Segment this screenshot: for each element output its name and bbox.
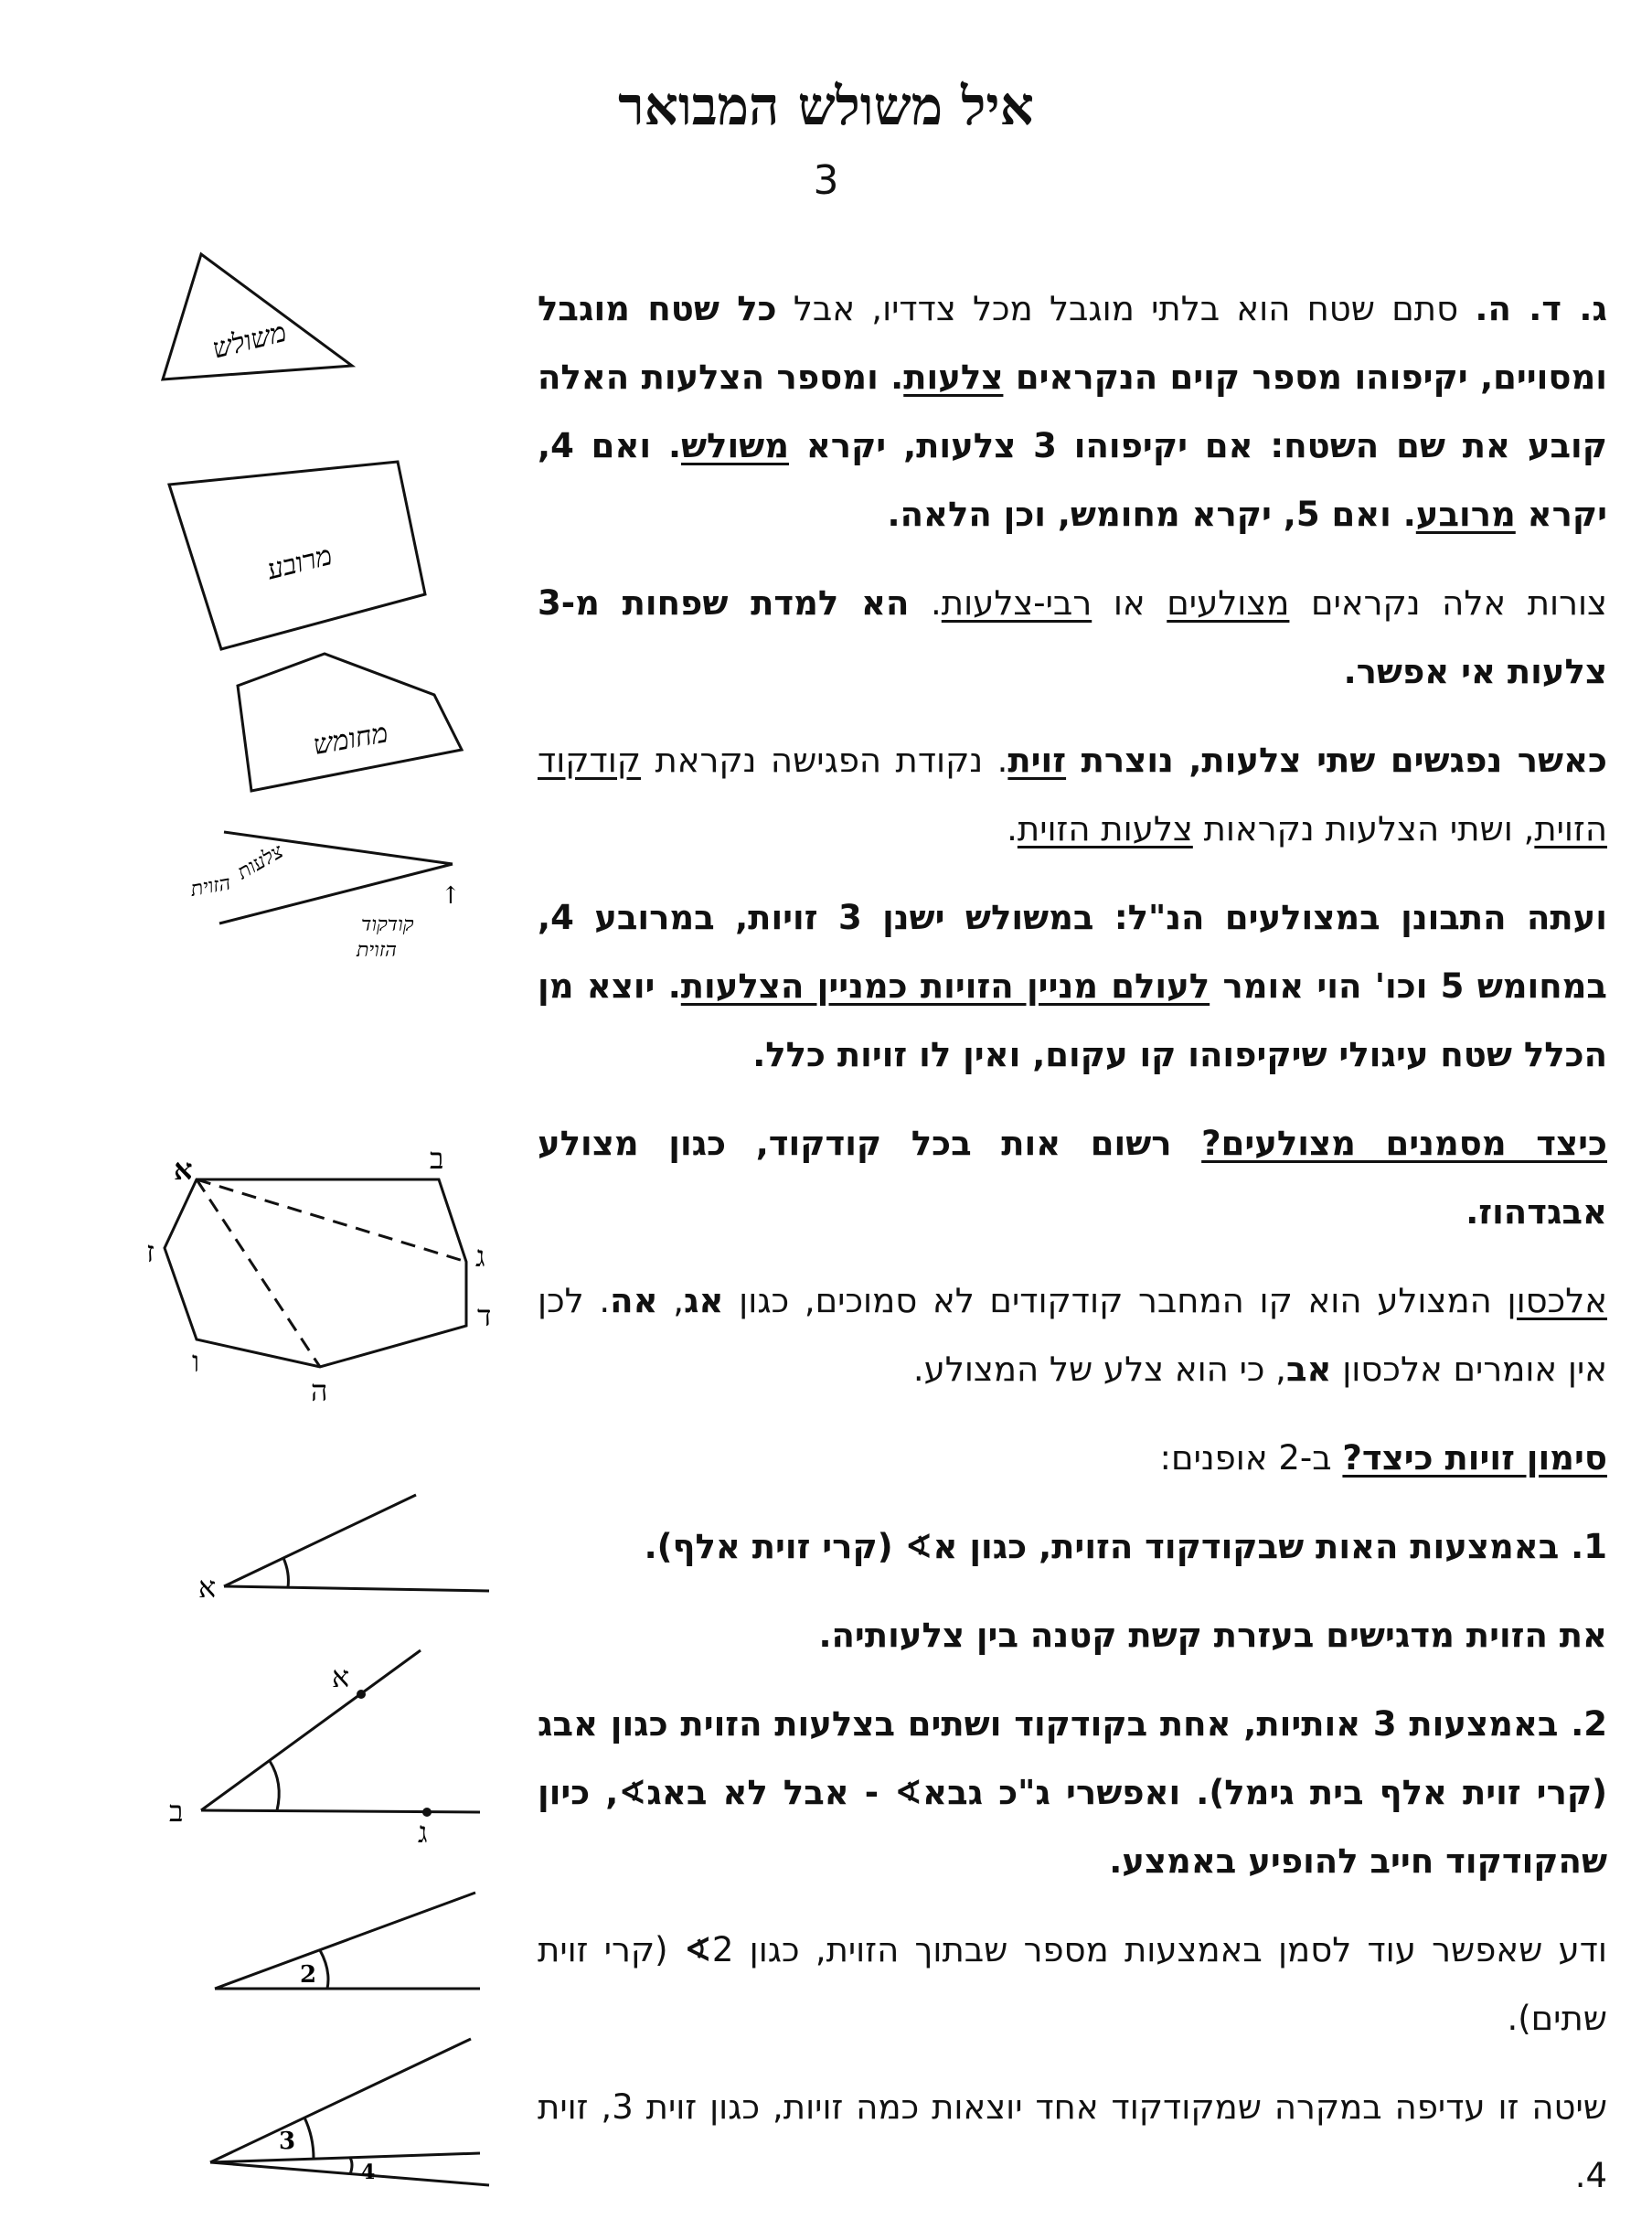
pentagon-shape xyxy=(238,654,462,791)
angle-n34-shared-side xyxy=(210,2153,480,2162)
paragraph-marking-polygons: כיצד מסמנים מצולעים? רשום אות בכל קודקוד, כגון מצולע אבגדהוז. xyxy=(538,1124,1607,1232)
sides-label-line2: הזוית xyxy=(188,871,233,902)
page-number: 3 xyxy=(813,157,839,204)
angle2-letter-a: א xyxy=(332,1659,350,1694)
question-marking-angles: סימון זויות כיצד? xyxy=(1342,1438,1607,1478)
angle-number-2: 2 xyxy=(300,1961,317,1989)
paragraph-angle-definition: כאשר נפגשים שתי צלעות, נוצרת זוית. נקודת הפגישה נקראת קודקוד הזוית, ושתי הצלעות נקראות צלעות הזוית. xyxy=(538,741,1607,848)
angle-number-4: 4 xyxy=(361,2161,376,2184)
angle1-vertex-letter: א xyxy=(198,1570,217,1605)
arrow-icon: ↑ xyxy=(441,882,461,910)
vertex-label-line1: קודקוד xyxy=(361,913,414,936)
angle2-letter-b: ב xyxy=(169,1794,184,1829)
vertex-letter-b: ב xyxy=(430,1141,444,1176)
term-polygons: מצולעים xyxy=(1167,583,1290,623)
term-sides: צלעות xyxy=(903,357,1004,397)
angle-symbol: ∢ xyxy=(618,1773,647,1812)
angle-n2-side-upper xyxy=(215,1893,475,1989)
angle-n4-arc xyxy=(350,2158,352,2174)
angle-symbol: ∢ xyxy=(894,1773,923,1812)
figure-triangle xyxy=(155,247,366,393)
figure-heptagon xyxy=(146,1143,512,1417)
term-angle: זוית xyxy=(1007,741,1067,780)
angle1-arc xyxy=(283,1558,288,1587)
paragraph-polygons-intro: ג. ד. ה. סתם שטח הוא בלתי מוגבל מכל צדדיו, אבל כל שטח מוגבל ומסויים, יקיפוהו מספר קוים הנקראים צלעות. ומספר הצלעות האלה קובע את שם השטח: אם יקיפוהו 3 צלעות, יקרא משולש. ואם 4, יקרא מרובע. ואם 5, יקרא מחומש, וכן הלאה. xyxy=(538,289,1607,534)
angle2-letter-g: ג xyxy=(418,1815,428,1850)
rule-angles-equal-sides: לעולם מניין הזויות כמניין הצלעות xyxy=(680,966,1210,1006)
vertex-letter-g: ג xyxy=(475,1239,485,1274)
angle1-side-upper xyxy=(224,1495,416,1586)
vertex-letter-h: ה xyxy=(311,1373,328,1408)
angle2-point-a xyxy=(357,1690,366,1699)
term-triangle: משולש xyxy=(681,426,789,465)
sides-label-line1: צלעות xyxy=(233,839,288,885)
figure-angles-3-4 xyxy=(206,2034,498,2199)
paragraph-polygon-names: צורות אלה נקראים מצולעים או רבי-צלעות. הא למדת שפחות מ-3 צלעות אי אפשר. xyxy=(538,583,1608,691)
angle1-side-lower xyxy=(224,1586,489,1591)
paragraph-method-preference: שיטה זו עדיפה במקרה שמקודקוד אחד יוצאות כמה זויות, כגון זוית 3, זוית 4. xyxy=(538,2087,1607,2195)
figure-angle-1 xyxy=(197,1486,498,1609)
section-marker: ג. ד. ה. xyxy=(1475,289,1607,328)
angle-n3-side-upper xyxy=(210,2039,471,2162)
paragraph-arc-emphasis: את הזוית מדגישים בעזרת קשת קטנה בין צלעותיה. xyxy=(818,1616,1607,1655)
angle-symbol: ∢ xyxy=(904,1527,933,1566)
angle-symbol: ∢ xyxy=(683,1930,712,1969)
paragraph-method-2: 2. באמצעות 3 אותיות, אחת בקודקוד ושתים בצלעות הזוית כגון אבג (קרי זוית אלף בית גימל). ואפשרי ג"כ גבא∢ - אבל לא באג∢, כיון שהקודקוד חייב להופיע באמצע. xyxy=(538,1704,1608,1881)
pentagon-label: מחומש xyxy=(310,717,390,763)
vertex-letter-a: א xyxy=(174,1152,193,1187)
angle2-side-lower xyxy=(201,1810,480,1812)
angle-number-3: 3 xyxy=(279,2128,296,2155)
vertex-letter-d: ד xyxy=(477,1298,492,1333)
paragraph-angle-count: ועתה התבונן במצולעים הנ"ל: במשולש ישנן 3 זויות, במרובע 4, במחומש 5 וכו' הוי אומר לעולם מניין הזויות כמניין הצלעות. יוצא מן הכלל שטח עיגולי שיקיפוהו קו עקום, ואין לו זויות כלל. xyxy=(538,898,1607,1074)
angle-n3-arc xyxy=(304,2118,314,2159)
paragraph-diagonal: אלכסון המצולע הוא קו המחבר קודקודים לא סמוכים, כגון אג, אה. לכן אין אומרים אלכסון אב, כי הוא צלע של המצולע. xyxy=(538,1281,1607,1389)
diagonal-ah xyxy=(197,1179,320,1367)
paragraph-marking-angles: סימון זויות כיצד? ב-2 אופנים: xyxy=(1159,1438,1607,1478)
paragraph-number-marking: ודע שאפשר עוד לסמן באמצעות מספר שבתוך הזוית, כגון 2∢ (קרי זוית שתים). xyxy=(538,1930,1607,2038)
angle2-arc xyxy=(270,1761,279,1810)
angle2-side-upper xyxy=(201,1650,421,1810)
figure-angle-parts xyxy=(174,823,466,969)
angle-n2-arc xyxy=(320,1950,328,1989)
triangle-label: משולש xyxy=(208,315,290,366)
figure-quadrilateral xyxy=(165,457,439,667)
diagonal-ag xyxy=(197,1179,466,1262)
term-vertex: קודקוד הזוית xyxy=(538,741,1607,848)
paragraph-method-1: 1. באמצעות האות שבקודקוד הזוית, כגון א∢ (קרי זוית אלף). xyxy=(644,1527,1607,1566)
figure-angle-2 xyxy=(169,1646,489,1850)
vertex-letter-v: ו xyxy=(192,1344,200,1379)
term-angle-sides: צלעות הזוית xyxy=(1017,809,1193,848)
figure-angle-number-2 xyxy=(210,1883,494,2002)
vertex-label-line2: הזוית xyxy=(357,939,397,962)
page-title: איל משולש המבואר xyxy=(618,75,1034,137)
term-multi-sided: רבי-צלעות xyxy=(941,583,1092,623)
heptagon-shape xyxy=(165,1179,466,1367)
term-quadrilateral: מרובע xyxy=(1415,495,1516,534)
main-text xyxy=(538,274,1607,2230)
triangle-shape xyxy=(163,254,352,379)
term-diagonal: אלכסון xyxy=(1507,1281,1607,1320)
question-marking-polygons: כיצד מסמנים מצולעים? xyxy=(1201,1124,1607,1163)
figure-pentagon xyxy=(233,649,471,800)
quadrilateral-label: מרובע xyxy=(263,539,336,587)
vertex-letter-z: ז xyxy=(146,1234,155,1269)
